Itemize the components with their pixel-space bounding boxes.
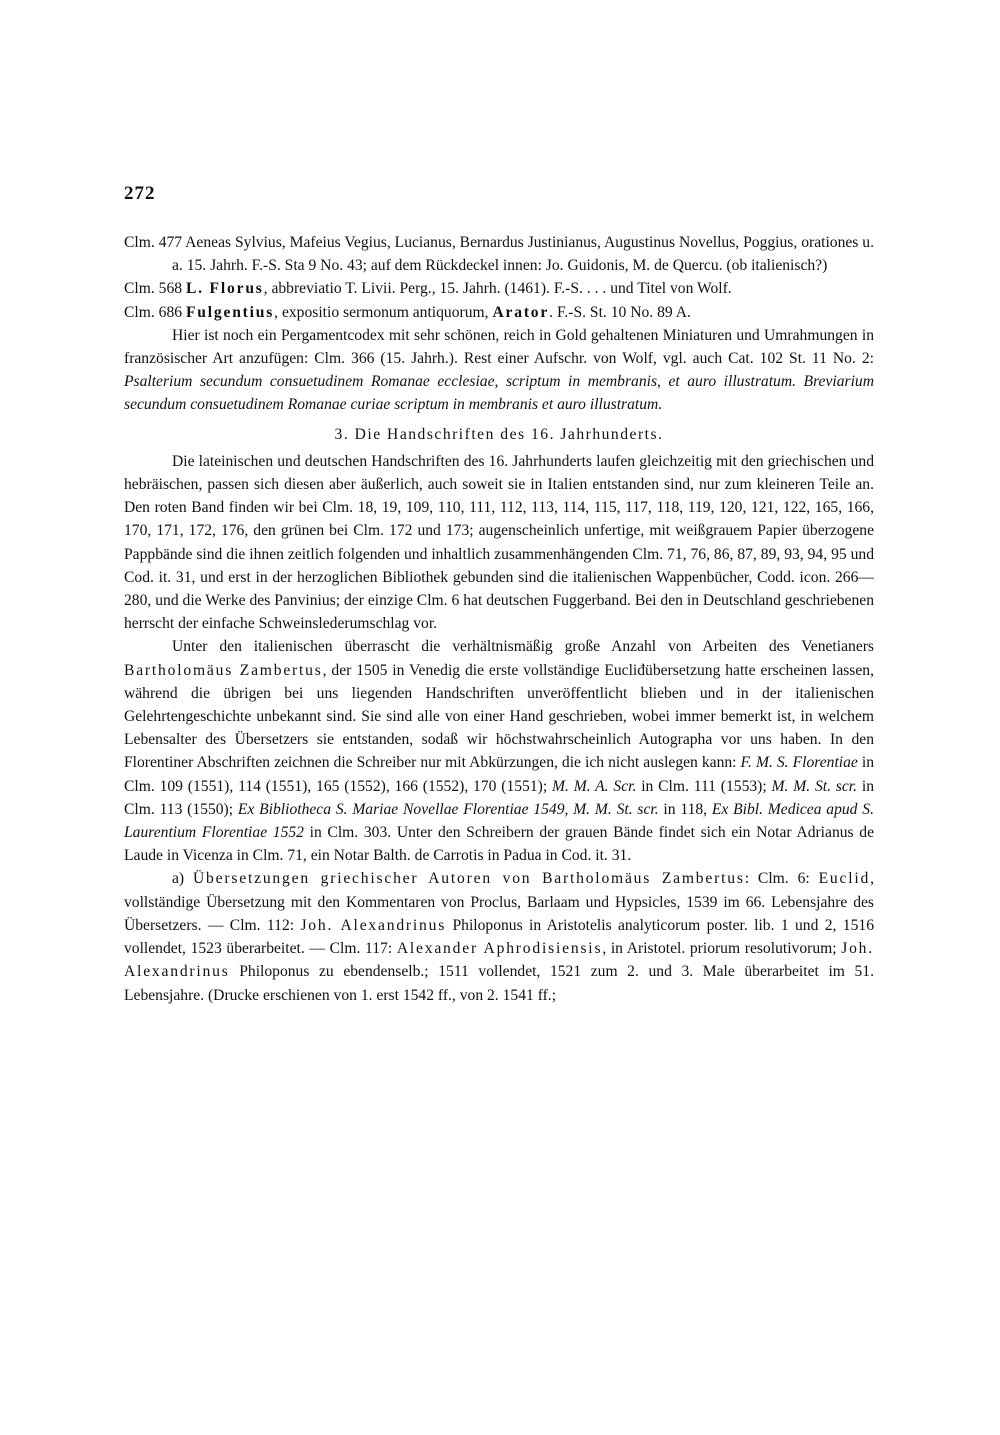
entry-text: Clm. 686 [124,303,186,321]
paragraph-translations [124,867,874,1006]
paragraph-text: , der 1505 in Venedig die erste vollständige Eucliđübersetzung hatte erscheinen lassen, während die übrigen bei uns liegenden Handschriften unveröffentlicht blieben und in der italienischen Gelehrtengeschichte unbekannt sind. Sie sind alle von einer Hand geschrieben, wobei immer bemerkt ist, in welchem Lebensalter des Übersetzers sie entstanden, sodaß wir höchstwahrscheinlich Autographa vor uns haben. In den Florentiner Abschriften zeichnen die Schreiber nur mit Abkürzungen, die ich nicht auslegen kann: [124,661,874,772]
paragraph-text: Philoponus in Aristotelis analyticorum poster. lib. 1 und 2, 1516 vollendet, 1523 überarbeitet. — Clm. 117: [124,916,874,958]
paragraph-text: in Clm. 111 (1553); [636,777,772,795]
page-number: 272 [124,183,156,204]
subsection-title: Übersetzungen griechischer Autoren von Bartholomäus Zambertus [193,870,745,888]
paragraph-text: Unter den italienischen überrascht die verhältnismäßig große Anzahl von Arbeiten des Venetianers [172,638,874,656]
paragraph-text: , vollständige Übersetzung mit den Kommentaren von Proclus, Barlaam und Hypsicles, 1539 im 66. Lebensjahre des Übersetzers. — Clm. 112: [124,870,875,934]
paragraph-text: Hier ist noch ein Pergamentcodex mit sehr schönen, reich in Gold gehaltenen Miniaturen und Umrahmungen in französischer Art anzufügen: Clm. 366 (15. Jahrh.). Rest einer Aufschr. von Wolf, vgl. auch Cat. 102 St. 11 No. 2: [124,326,874,368]
entry-text: , abbreviatio T. Livii. Perg., 15. Jahrh. (1461). F.-S. . . . und Titel von Wolf. [263,280,732,298]
paragraph-text: in Clm. 303. Unter den Schreibern der grauen Bände findet sich ein Notar Adrianus de Laude in Vicenza in Clm. 71, ein Notar Balth. de Carrotis in Padua in Cod. it. 31. [124,824,874,865]
paragraph-text: Philoponus zu ebendenselb.; 1511 vollendet, 1521 zum 2. und 3. Male überarbeitet im 51. Lebensjahre. (Drucke erschienen von 1. erst 1542 ff., von 2. 1541 ff.; [124,963,874,1004]
entry-text: , expositio sermonum antiquorum, [274,303,493,321]
author-name: Bartholomäus Zambertus [124,661,323,679]
author-name: Alexander Aphrodisiensis [396,940,603,958]
author-name: Fulgentius [185,303,275,321]
author-name: Euclid [818,870,871,888]
paragraph-text: in Clm. 109 (1551), 114 (1551), 165 (1552), 166 (1552), 170 (1551); [124,754,874,795]
scribe-abbreviation: Ex Bibliotheca S. Mariae Novellae Florentiae 1549, M. M. St. scr. [237,800,659,818]
paragraph-zambertus [124,635,874,867]
scribe-abbreviation: Ex Bibl. Medicea apud S. Laurentium Florentiae 1552 [124,800,874,842]
author-name: Joh. Alexandrinus [124,940,874,981]
manuscript-entry-clm-568 [124,277,874,300]
entry-text: . F.-S. St. 10 No. 89 A. [549,303,691,321]
section-heading: 3. Die Handschriften des 16. Jahrhunderts. [334,425,664,443]
entry-text: Clm. 568 [124,280,186,298]
body-text [124,231,874,1007]
author-name: Arator [492,303,550,321]
paragraph-text: , in Aristotel. priorum resolutivorum; [602,940,842,958]
paragraph-text: in 118, [658,800,712,818]
author-name: Joh. Alexandrinus [300,916,447,934]
latin-title: Psalterium secundum consuetudinem Romanae ecclesiae, scriptum in membranis, et auro illustratum. Breviarium secundum consuetudinem Romanae curiae scriptum in membranis et auro illustratum. [124,373,874,414]
author-name: L. Florus [185,280,264,298]
entry-text: Clm. 477 Aeneas Sylvius, Mafeius Vegius, Lucianus, Bernardus Justinianus, Augustinus Novellus, Poggius, orationes u. a. 15. Jahrh. F.-S. Sta 9 No. 43; auf dem Rückdeckel innen: Jo. Guidonis, M. de Quercu. (ob italienisch?) [124,234,874,275]
paragraph-text: a) [172,870,193,888]
paragraph-text: : Clm. 6: [744,870,819,888]
paragraph-bindings: Die lateinischen und deutschen Handschriften des 16. Jahrhunderts laufen gleichzeitig mit den griechischen und hebräischen, passen sich diesen aber äußerlich, auch soweit sie in Italien entstanden sind, nur zum kleineren Teile an. Den roten Band finden wir bei Clm. 18, 19, 109, 110, 111, 112, 113, 114, 115, 117, 118, 119, 120, 121, 122, 165, 166, 170, 171, 172, 176, den grünen bei Clm. 172 und 173; augenscheinlich unfertige, mit weißgrauem Papier überzogene Pappbände sind die ihnen zeitlich folgenden und inhaltlich zusammenhängenden Clm. 71, 76, 86, 87, 89, 93, 94, 95 und Cod. it. 31, und erst in der herzoglichen Bibliothek gebunden sind die italienischen Wappenbücher, Codd. icon. 266—280, und die Werke des Panvinius; der einzige Clm. 6 hat deutschen Fuggerband. Bei den in Deutschland geschriebenen herrscht der einfache Schweinslederumschlag vor. [124,452,874,633]
manuscript-entry-clm-686 [124,301,874,324]
scribe-abbreviation: M. M. St. scr. [771,777,858,795]
scribe-abbreviation: F. M. S. Florentiae [740,754,858,772]
paragraph-pergament-codex [124,324,874,417]
scribe-abbreviation: M. M. A. Scr. [552,777,637,795]
paragraph-text: in Clm. 113 (1550); [124,777,875,818]
manuscript-entry-clm-477 [124,231,874,277]
